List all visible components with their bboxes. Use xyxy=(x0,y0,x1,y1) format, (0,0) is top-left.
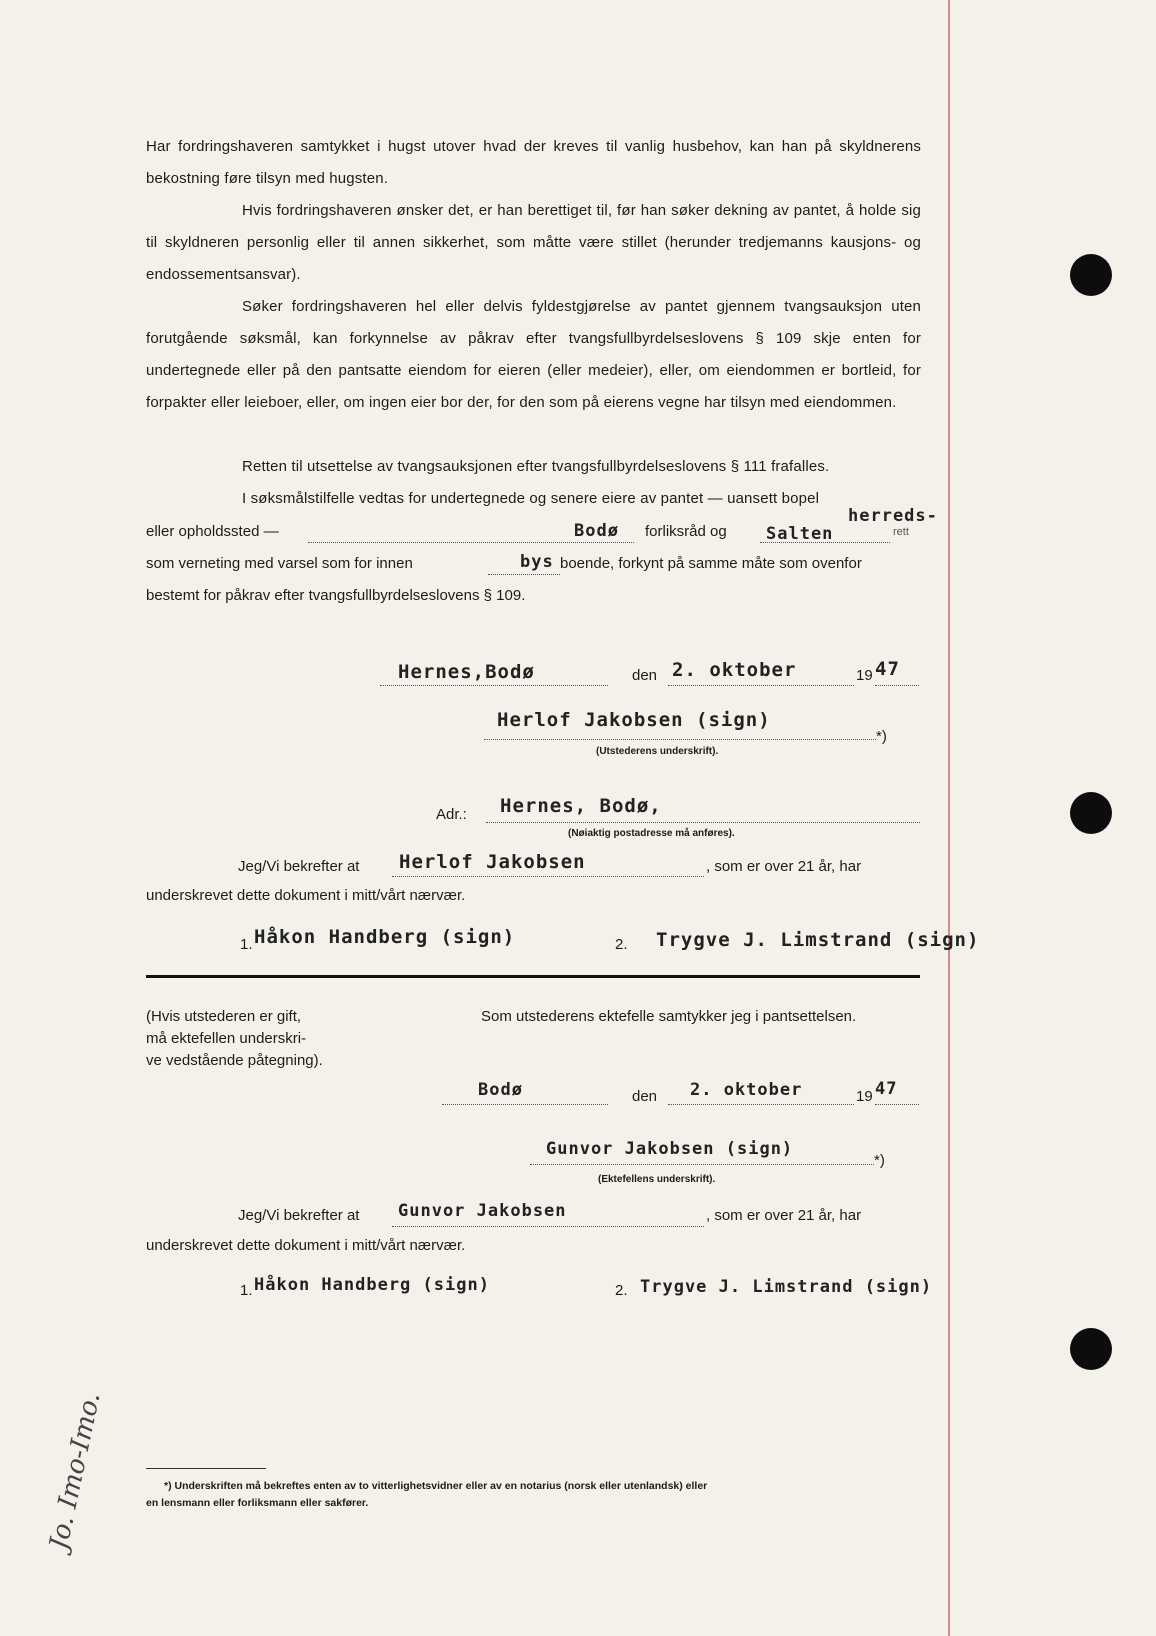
spouse-confirm-name: Gunvor Jakobsen xyxy=(398,1201,567,1221)
fill-line xyxy=(875,685,919,686)
issuer-place: Hernes,Bodø xyxy=(398,661,535,683)
footnote-rule xyxy=(146,1468,266,1469)
paragraph-hugst: Har fordringshaveren samtykket i hugst utover hvad der kreves til vanlig husbehov, kan han på skyldnerens bekostning føre tilsyn med hugsten. xyxy=(146,138,921,187)
bys-value: bys xyxy=(520,552,554,572)
issuer-confirm-suffix: , som er over 21 år, har xyxy=(706,858,862,875)
spouse-witness-1: Håkon Handberg (sign) xyxy=(254,1275,490,1295)
issuer-address: Hernes, Bodø, xyxy=(500,795,662,817)
verneting-line-2: som verneting med varsel som for innen xyxy=(146,555,413,572)
issuer-witness-1-number: 1. xyxy=(240,936,253,953)
fill-line xyxy=(668,1104,854,1105)
verneting-line-start: eller opholdssted — xyxy=(146,523,279,540)
issuer-signature-caption: (Utstederens underskrift). xyxy=(596,746,719,757)
issuer-confirm-prefix: Jeg/Vi bekrefter at xyxy=(238,858,360,875)
spouse-confirm-line2: underskrevet dette dokument i mitt/vårt nærvær. xyxy=(146,1237,466,1254)
verneting-line-3: bestemt for påkrav efter tvangsfullbyrdelseslovens § 109. xyxy=(146,587,526,604)
binder-hole-bottom xyxy=(1070,1328,1112,1370)
spouse-year-suffix: 47 xyxy=(875,1079,898,1099)
forliksrad-label: forliksråd og xyxy=(645,523,727,540)
spouse-place: Bodø xyxy=(478,1080,523,1100)
paragraph-tvangsauksjon: Søker fordringshaveren hel eller delvis fyldestgjørelse av pantet gjennem tvangsauksjon uten forutgående søksmål, kan forkynnelse av påkrav efter tvangsfullbyrdelseslovens § 109 skje enten for undertegnede eller på den pantsatte eiendom for eieren (eller medeier), eller, om eiendommen er bortleid, for forpakter eller leieboer, eller, om ingen eier bor der, for den som på eierens vegne har tilsyn med eiendommen. xyxy=(146,298,921,411)
spouse-year-prefix: 19 xyxy=(856,1088,873,1105)
herred-word: herreds- xyxy=(848,506,938,526)
address-label: Adr.: xyxy=(436,806,467,823)
issuer-signature: Herlof Jakobsen (sign) xyxy=(497,709,771,731)
spouse-signature: Gunvor Jakobsen (sign) xyxy=(546,1139,794,1159)
section-divider xyxy=(146,975,920,978)
binder-hole-top xyxy=(1070,254,1112,296)
signature-line xyxy=(530,1164,874,1165)
spouse-signature-caption: (Ektefellens underskrift). xyxy=(598,1174,716,1185)
fill-line xyxy=(442,1104,608,1105)
spouse-note-line-2: må ektefellen underskri- xyxy=(146,1030,307,1047)
issuer-year-prefix: 19 xyxy=(856,667,873,684)
herred-name: Salten xyxy=(766,524,834,544)
fill-line xyxy=(380,685,608,686)
fill-line xyxy=(488,574,560,575)
verneting-line-2-end: boende, forkynt på samme måte som ovenfor xyxy=(560,555,862,572)
signature-line xyxy=(484,739,876,740)
margin-handwriting: Jo. Imo-Imo. xyxy=(44,1389,107,1553)
paragraph-personlig: Hvis fordringshaveren ønsker det, er han berettiget til, før han søker dekning av pantet, å holde sig til skyldneren personlig eller til annen sikkerhet, som måtte være stillet (herunder tredjemanns kausjons- og endossementsansvar). xyxy=(146,202,921,283)
rett-label: rett xyxy=(893,526,909,538)
spouse-date: 2. oktober xyxy=(690,1080,803,1100)
fill-line xyxy=(875,1104,919,1105)
address-line xyxy=(486,822,920,823)
binder-hole-middle xyxy=(1070,792,1112,834)
issuer-witness-2: Trygve J. Limstrand (sign) xyxy=(656,929,980,951)
fill-line xyxy=(392,1226,704,1227)
spouse-note-line-1: (Hvis utstederen er gift, xyxy=(146,1008,302,1025)
issuer-den: den xyxy=(632,667,658,684)
spouse-den: den xyxy=(632,1088,658,1105)
paragraph-utsettelse: Retten til utsettelse av tvangsauksjonen efter tvangsfullbyrdelseslovens § 111 frafalles. xyxy=(242,458,830,475)
spouse-witness-2-number: 2. xyxy=(615,1282,628,1299)
issuer-confirm-line2: underskrevet dette dokument i mitt/vårt nærvær. xyxy=(146,887,466,904)
issuer-date: 2. oktober xyxy=(672,659,797,681)
spouse-witness-1-number: 1. xyxy=(240,1282,253,1299)
fill-line xyxy=(392,876,704,877)
issuer-witness-2-number: 2. xyxy=(615,936,628,953)
issuer-year-suffix: 47 xyxy=(875,658,900,680)
fill-line xyxy=(668,685,854,686)
forliksrad-value: Bodø xyxy=(574,521,619,541)
paragraph-soksmal: I søksmålstilfelle vedtas for undertegnede og senere eiere av pantet — uansett bopel xyxy=(242,490,820,507)
footnote-line-1: *) Underskriften må bekreftes enten av to vitterlighetsvidner eller av en notarius (norsk eller utenlandsk) eller xyxy=(164,1480,708,1492)
spouse-witness-2: Trygve J. Limstrand (sign) xyxy=(640,1277,933,1297)
spouse-confirm-suffix: , som er over 21 år, har xyxy=(706,1207,862,1224)
spouse-note-line-3: ve vedstående påtegning). xyxy=(146,1052,323,1069)
spouse-star: *) xyxy=(874,1152,885,1169)
issuer-confirm-name: Herlof Jakobsen xyxy=(399,851,586,873)
address-caption: (Nøiaktig postadresse må anføres). xyxy=(568,828,735,839)
fill-line xyxy=(308,542,634,543)
spouse-consent: Som utstederens ektefelle samtykker jeg i pantsettelsen. xyxy=(481,1008,857,1025)
issuer-star: *) xyxy=(876,728,887,745)
footnote-line-2: en lensmann eller forliksmann eller sakfører. xyxy=(146,1497,369,1509)
margin-rule xyxy=(948,0,950,1636)
spouse-confirm-prefix: Jeg/Vi bekrefter at xyxy=(238,1207,360,1224)
issuer-witness-1: Håkon Handberg (sign) xyxy=(254,926,516,948)
